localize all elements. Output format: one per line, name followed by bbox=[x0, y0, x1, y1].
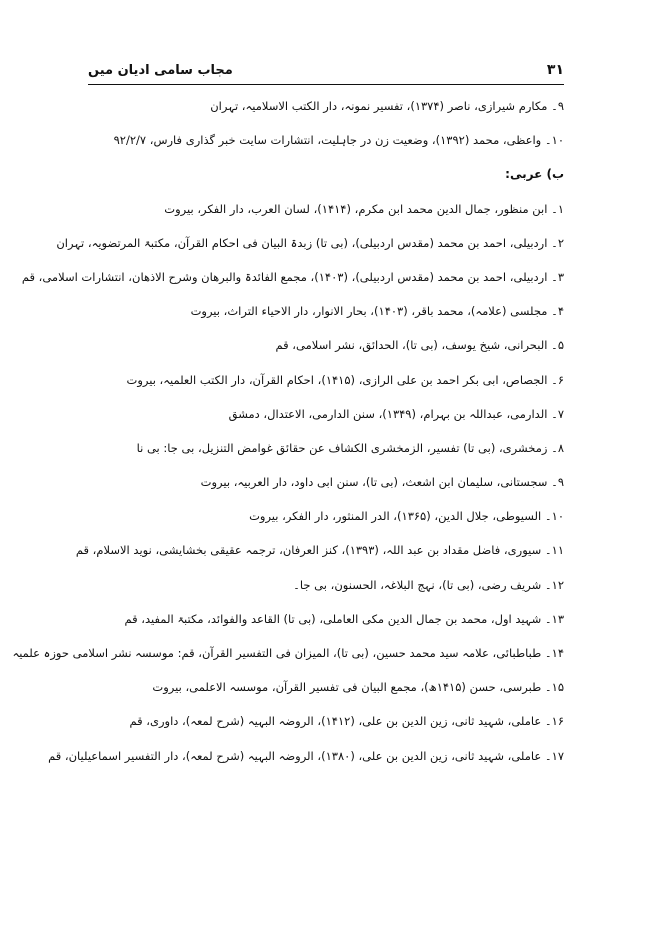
reference-item: ۷۔ الدارمی، عبداللہ بن بہرام، (۱۳۴۹)، سنن الدارمی، الاعتدال، دمشق bbox=[228, 406, 564, 421]
reference-item: ۱۰۔ واعظی، محمد (۱۳۹۲)، وضعیت زن در جاہلیت، انتشارات سایت خبر گذاری فارس، ۹۲/۲/۷ bbox=[113, 133, 564, 148]
reference-item: ۱۴۔ طباطبائی، علامہ سید محمد حسین، (بی تا)، المیزان فی التفسیر القرآن، قم: موسسہ نشر اسلامی حوزہ علمیہ bbox=[12, 646, 564, 660]
reference-item: ۱۶۔ عاملی، شہید ثانی، زین الدین بن علی، (۱۴۱۲)، الروضہ البہیہ (شرح لمعہ)، داوری، قم bbox=[129, 714, 564, 729]
reference-item: ۱۔ ابن منظور، جمال الدین محمد ابن مکرم، (۱۴۱۴)، لسان العرب، دار الفکر، بیروت bbox=[164, 201, 564, 216]
reference-item: ۸۔ زمخشری، (بی تا) تفسیر، الزمخشری الکشاف عن حقائق غوامض التنزیل، بی جا: بی نا bbox=[136, 440, 564, 455]
reference-item: ۳۔ اردبیلی، احمد بن محمد (مقدس اردبیلی)، (۱۴۰۳)، مجمع الفائدۃ والبرھان وشرح الاذھان، انتشارات اسلامی، قم bbox=[21, 269, 564, 284]
reference-item: ۹۔ سجستانی، سلیمان ابن اشعث، (بی تا)، سنن ابی داود، دار العربیہ، بیروت bbox=[200, 475, 564, 490]
bibliography-list bbox=[12, 96, 564, 780]
reference-item: ۱۰۔ السیوطی، جلال الدین، (۱۳۶۵)، الدر المنثور، دار الفکر، بیروت bbox=[249, 509, 564, 524]
running-title: مجاب سامی ادیان میں bbox=[88, 63, 233, 78]
reference-item: ۴۔ مجلسی (علامہ)، محمد باقر، (۱۴۰۳)، بحار الانوار، دار الاحیاء التراث، بیروت bbox=[190, 304, 564, 319]
reference-item: ۱۵۔ طبرسی، حسن (۱۴۱۵ھ)، مجمع البیان فی تفسیر القرآن، موسسہ الاعلمی، بیروت bbox=[152, 680, 564, 695]
reference-item: ۲۔ اردبیلی، احمد بن محمد (مقدس اردبیلی)، (بی تا) زبدۃ البیان فی احکام القرآن، مکتبۃ المرتضویہ، تہران bbox=[56, 235, 564, 250]
page-number: ۳۱ bbox=[546, 62, 564, 78]
section-heading-arabic: ب) عربی: bbox=[505, 167, 564, 182]
reference-item: ۱۷۔ عاملی، شہید ثانی، زین الدین بن علی، (۱۳۸۰)، الروضہ البہیہ (شرح لمعہ)، دار التفسیر اسماعیلیان، قم bbox=[48, 748, 564, 763]
page-header bbox=[88, 62, 564, 85]
reference-item: ۹۔ مکارم شیرازی، ناصر (۱۳۷۴)، تفسیر نمونہ، دار الکتب الاسلامیہ، تہران bbox=[210, 99, 564, 113]
reference-item: ۱۳۔ شہید اول، محمد بن جمال الدین مکی العاملی، (بی تا) القاعد والفوائد، مکتبۃ المفید، قم bbox=[124, 611, 564, 626]
reference-item: ۱۱۔ سیوری، فاضل مقداد بن عبد اللہ، (۱۳۹۳)، کنز العرفان، ترجمہ عقیقی بخشایشی، نوید الاسلام، قم bbox=[75, 543, 564, 558]
reference-item: ۱۲۔ شریف رضی، (بی تا)، نہج البلاغہ، الحسنون، بی جا۔ bbox=[293, 577, 564, 592]
reference-item: ۵۔ البحرانی، شیخ یوسف، (بی تا)، الحدائق، نشر اسلامی، قم bbox=[275, 338, 564, 353]
reference-item: ۶۔ الجصاص، ابی بکر احمد بن علی الرازی، (۱۴۱۵)، احکام القرآن، دار الکتب العلمیہ، بیروت bbox=[126, 372, 564, 387]
